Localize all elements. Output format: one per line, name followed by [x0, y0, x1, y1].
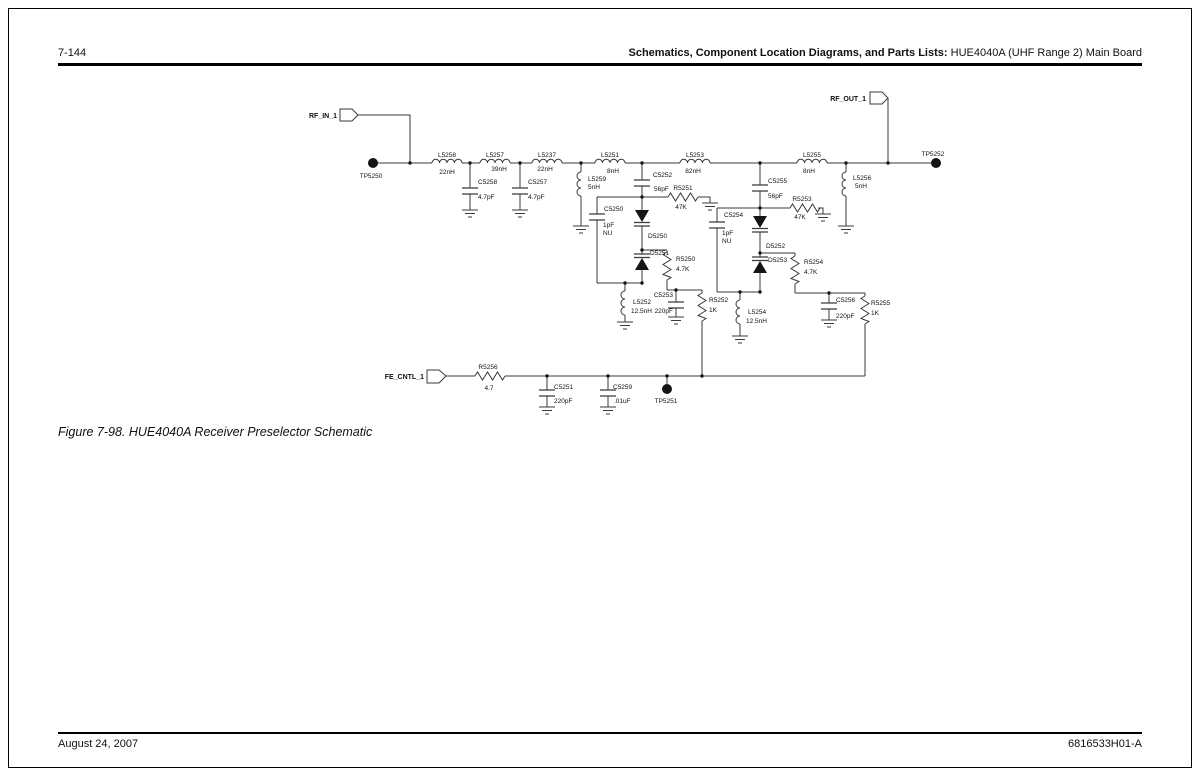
inductor-coil — [842, 172, 846, 196]
value-label: 22nH — [439, 169, 455, 176]
inductor-coil — [432, 159, 462, 163]
value-label: 12.5nH — [746, 318, 767, 325]
ref-label: C5253 — [653, 292, 673, 299]
inductor-l5251 — [595, 152, 625, 175]
value-label: 1pF — [603, 222, 615, 229]
ref-label: C5251 — [554, 384, 574, 391]
capacitor-c5251 — [539, 384, 574, 405]
inductor-l5252 — [621, 291, 652, 315]
value-label: 47K — [794, 214, 806, 221]
ref-label: C5258 — [478, 179, 498, 186]
ref-label: L5258 — [437, 152, 457, 159]
resistor-r5256 — [475, 364, 505, 392]
value-label: 8nH — [607, 168, 619, 175]
inductor-coil — [680, 159, 710, 163]
value-label: 220pF — [654, 308, 673, 315]
ref-label: L5253 — [685, 152, 705, 159]
diode-cathode-bars — [752, 257, 768, 261]
diode-d5253 — [752, 257, 788, 273]
value-label: 12.5nH — [631, 308, 652, 315]
resistor-zigzag — [790, 204, 820, 212]
value-label: 47K — [675, 204, 687, 211]
ref-label: L5259 — [588, 176, 607, 183]
testpoint-label: TP5251 — [654, 398, 678, 405]
ref-label: C5259 — [613, 384, 633, 391]
note-label: NU — [722, 238, 732, 245]
ref-label: C5254 — [724, 212, 744, 219]
fe-cntl-connector-symbol — [427, 370, 446, 383]
diode-d5250 — [634, 210, 668, 240]
inductor-coil — [532, 159, 562, 163]
capacitor-c5255 — [752, 178, 788, 200]
value-label: 56pF — [768, 193, 783, 200]
ref-label: R5250 — [676, 256, 696, 263]
ref-label: L5256 — [853, 175, 872, 182]
inductor-coil — [797, 159, 827, 163]
testpoint-tp5250 — [360, 158, 383, 180]
ref-label: L5257 — [485, 152, 505, 159]
resistor-zigzag — [668, 193, 698, 201]
ref-label: R5256 — [478, 364, 498, 371]
diode-triangle — [635, 258, 649, 270]
value-label: .01uF — [614, 398, 631, 405]
capacitor-plates — [634, 180, 650, 186]
diode-cathode-bars — [634, 254, 650, 258]
ref-label: C5250 — [604, 206, 624, 213]
footer-doc-number: 6816533H01-A — [1067, 738, 1142, 750]
value-label: 4.7K — [804, 269, 818, 276]
resistor-zigzag — [861, 296, 869, 324]
header-title-rest: HUE4040A (UHF Range 2) Main Board — [947, 47, 1142, 59]
capacitor-plates — [462, 188, 478, 194]
capacitor-plates — [512, 188, 528, 194]
inductor-l5258 — [432, 152, 462, 176]
ref-label: C5256 — [836, 297, 856, 304]
inductor-coil — [577, 172, 581, 196]
diode-triangle — [635, 210, 649, 222]
value-label: 4.7pF — [478, 194, 495, 201]
value-label: 220pF — [836, 313, 855, 320]
diode-d5251 — [634, 250, 670, 270]
port-fe-cntl — [385, 370, 446, 383]
fe-cntl-label: FE_CNTL_1 — [384, 374, 424, 381]
value-label: 4.7pF — [528, 194, 545, 201]
inductor-l5255 — [797, 152, 827, 175]
figure-caption: Figure 7-98. HUE4040A Receiver Preselector Schematic — [58, 425, 373, 439]
testpoint-dot — [931, 158, 941, 168]
ref-label: D5251 — [650, 250, 670, 257]
value-label: 4.7 — [484, 385, 494, 392]
value-label: 220pF — [554, 398, 573, 405]
inductor-coil — [595, 159, 625, 163]
diode-cathode-bars — [634, 223, 650, 227]
capacitor-plates — [709, 222, 725, 228]
resistor-r5254 — [791, 256, 824, 284]
value-label: 5nH — [588, 184, 600, 191]
value-label: 22nH — [537, 166, 553, 173]
ref-label: L5251 — [600, 152, 620, 159]
resistor-r5252 — [698, 293, 729, 321]
ref-label: R5253 — [792, 196, 812, 203]
rf-in-label: RF_IN_1 — [308, 113, 337, 120]
resistor-zigzag — [698, 293, 706, 321]
ref-label: R5251 — [673, 185, 693, 192]
ref-label: D5253 — [768, 257, 788, 264]
capacitor-c5252 — [634, 172, 673, 193]
value-label: 4.7K — [676, 266, 690, 273]
capacitor-c5256 — [821, 297, 856, 320]
ref-label: C5255 — [768, 178, 788, 185]
testpoint-dot — [662, 384, 672, 394]
ref-label: C5252 — [653, 172, 673, 179]
ref-label: C5257 — [528, 179, 548, 186]
diode-triangle — [753, 216, 767, 228]
capacitor-c5254 — [709, 212, 744, 245]
footer-date: August 24, 2007 — [58, 738, 139, 750]
value-label: 56pF — [654, 186, 669, 193]
testpoint-dot — [368, 158, 378, 168]
value-label: 1K — [871, 310, 879, 317]
capacitor-plates — [539, 390, 555, 396]
value-label: 5nH — [855, 183, 867, 190]
ref-label: D5250 — [648, 233, 668, 240]
testpoint-label: TP5250 — [359, 173, 383, 180]
diode-cathode-bars — [752, 229, 768, 233]
value-label: 82nH — [685, 168, 701, 175]
capacitor-c5253 — [654, 292, 684, 315]
diode-d5252 — [752, 216, 786, 250]
inductor-coil — [480, 159, 510, 163]
capacitor-c5259 — [600, 384, 633, 405]
diode-triangle — [753, 261, 767, 273]
port-rf-out — [830, 92, 888, 104]
value-label: 1K — [709, 307, 717, 314]
note-label: NU — [603, 230, 613, 237]
testpoint-label: TP5252 — [921, 151, 945, 158]
testpoint-tp5251 — [655, 384, 678, 405]
resistor-r5255 — [861, 296, 891, 324]
resistor-r5251 — [668, 185, 698, 211]
inductor-l5256 — [842, 172, 871, 196]
inductor-l5253 — [680, 152, 710, 175]
ref-label: D5252 — [766, 243, 786, 250]
capacitor-c5258 — [462, 179, 498, 201]
inductor-coil — [736, 300, 740, 324]
resistor-zigzag — [791, 256, 799, 284]
ref-label: L5237 — [537, 152, 557, 159]
value-label: 1pF — [722, 230, 734, 237]
capacitor-plates — [821, 303, 837, 309]
ref-label: L5254 — [748, 309, 767, 316]
ref-label: R5254 — [804, 259, 824, 266]
rf-in-connector-symbol — [340, 109, 358, 121]
value-label: 8nH — [803, 168, 815, 175]
inductor-l5254 — [736, 300, 767, 325]
port-rf-in — [309, 109, 358, 121]
wires — [358, 98, 936, 407]
capacitor-plates — [589, 214, 605, 220]
header-title-bold: Schematics, Component Location Diagrams, and Parts Lists: — [628, 47, 948, 59]
rf-out-label: RF_OUT_1 — [830, 96, 866, 103]
inductor-l5257 — [480, 152, 510, 173]
value-label: 39nH — [491, 166, 507, 173]
ref-label: L5252 — [633, 299, 652, 306]
page-number: 7-144 — [58, 47, 87, 59]
inductor-l5237 — [532, 152, 562, 173]
ref-label: L5255 — [802, 152, 822, 159]
testpoint-tp5252 — [922, 151, 945, 168]
capacitor-c5250 — [589, 206, 624, 237]
resistor-zigzag — [475, 372, 505, 380]
footer-rule — [58, 732, 1142, 734]
inductor-coil — [621, 291, 625, 315]
capacitor-c5257 — [512, 179, 548, 201]
capacitor-plates — [752, 185, 768, 191]
ref-label: R5252 — [709, 297, 729, 304]
resistor-r5253 — [790, 196, 820, 221]
rf-out-connector-symbol — [870, 92, 888, 104]
inductor-l5259 — [577, 172, 606, 196]
ref-label: R5255 — [871, 300, 891, 307]
